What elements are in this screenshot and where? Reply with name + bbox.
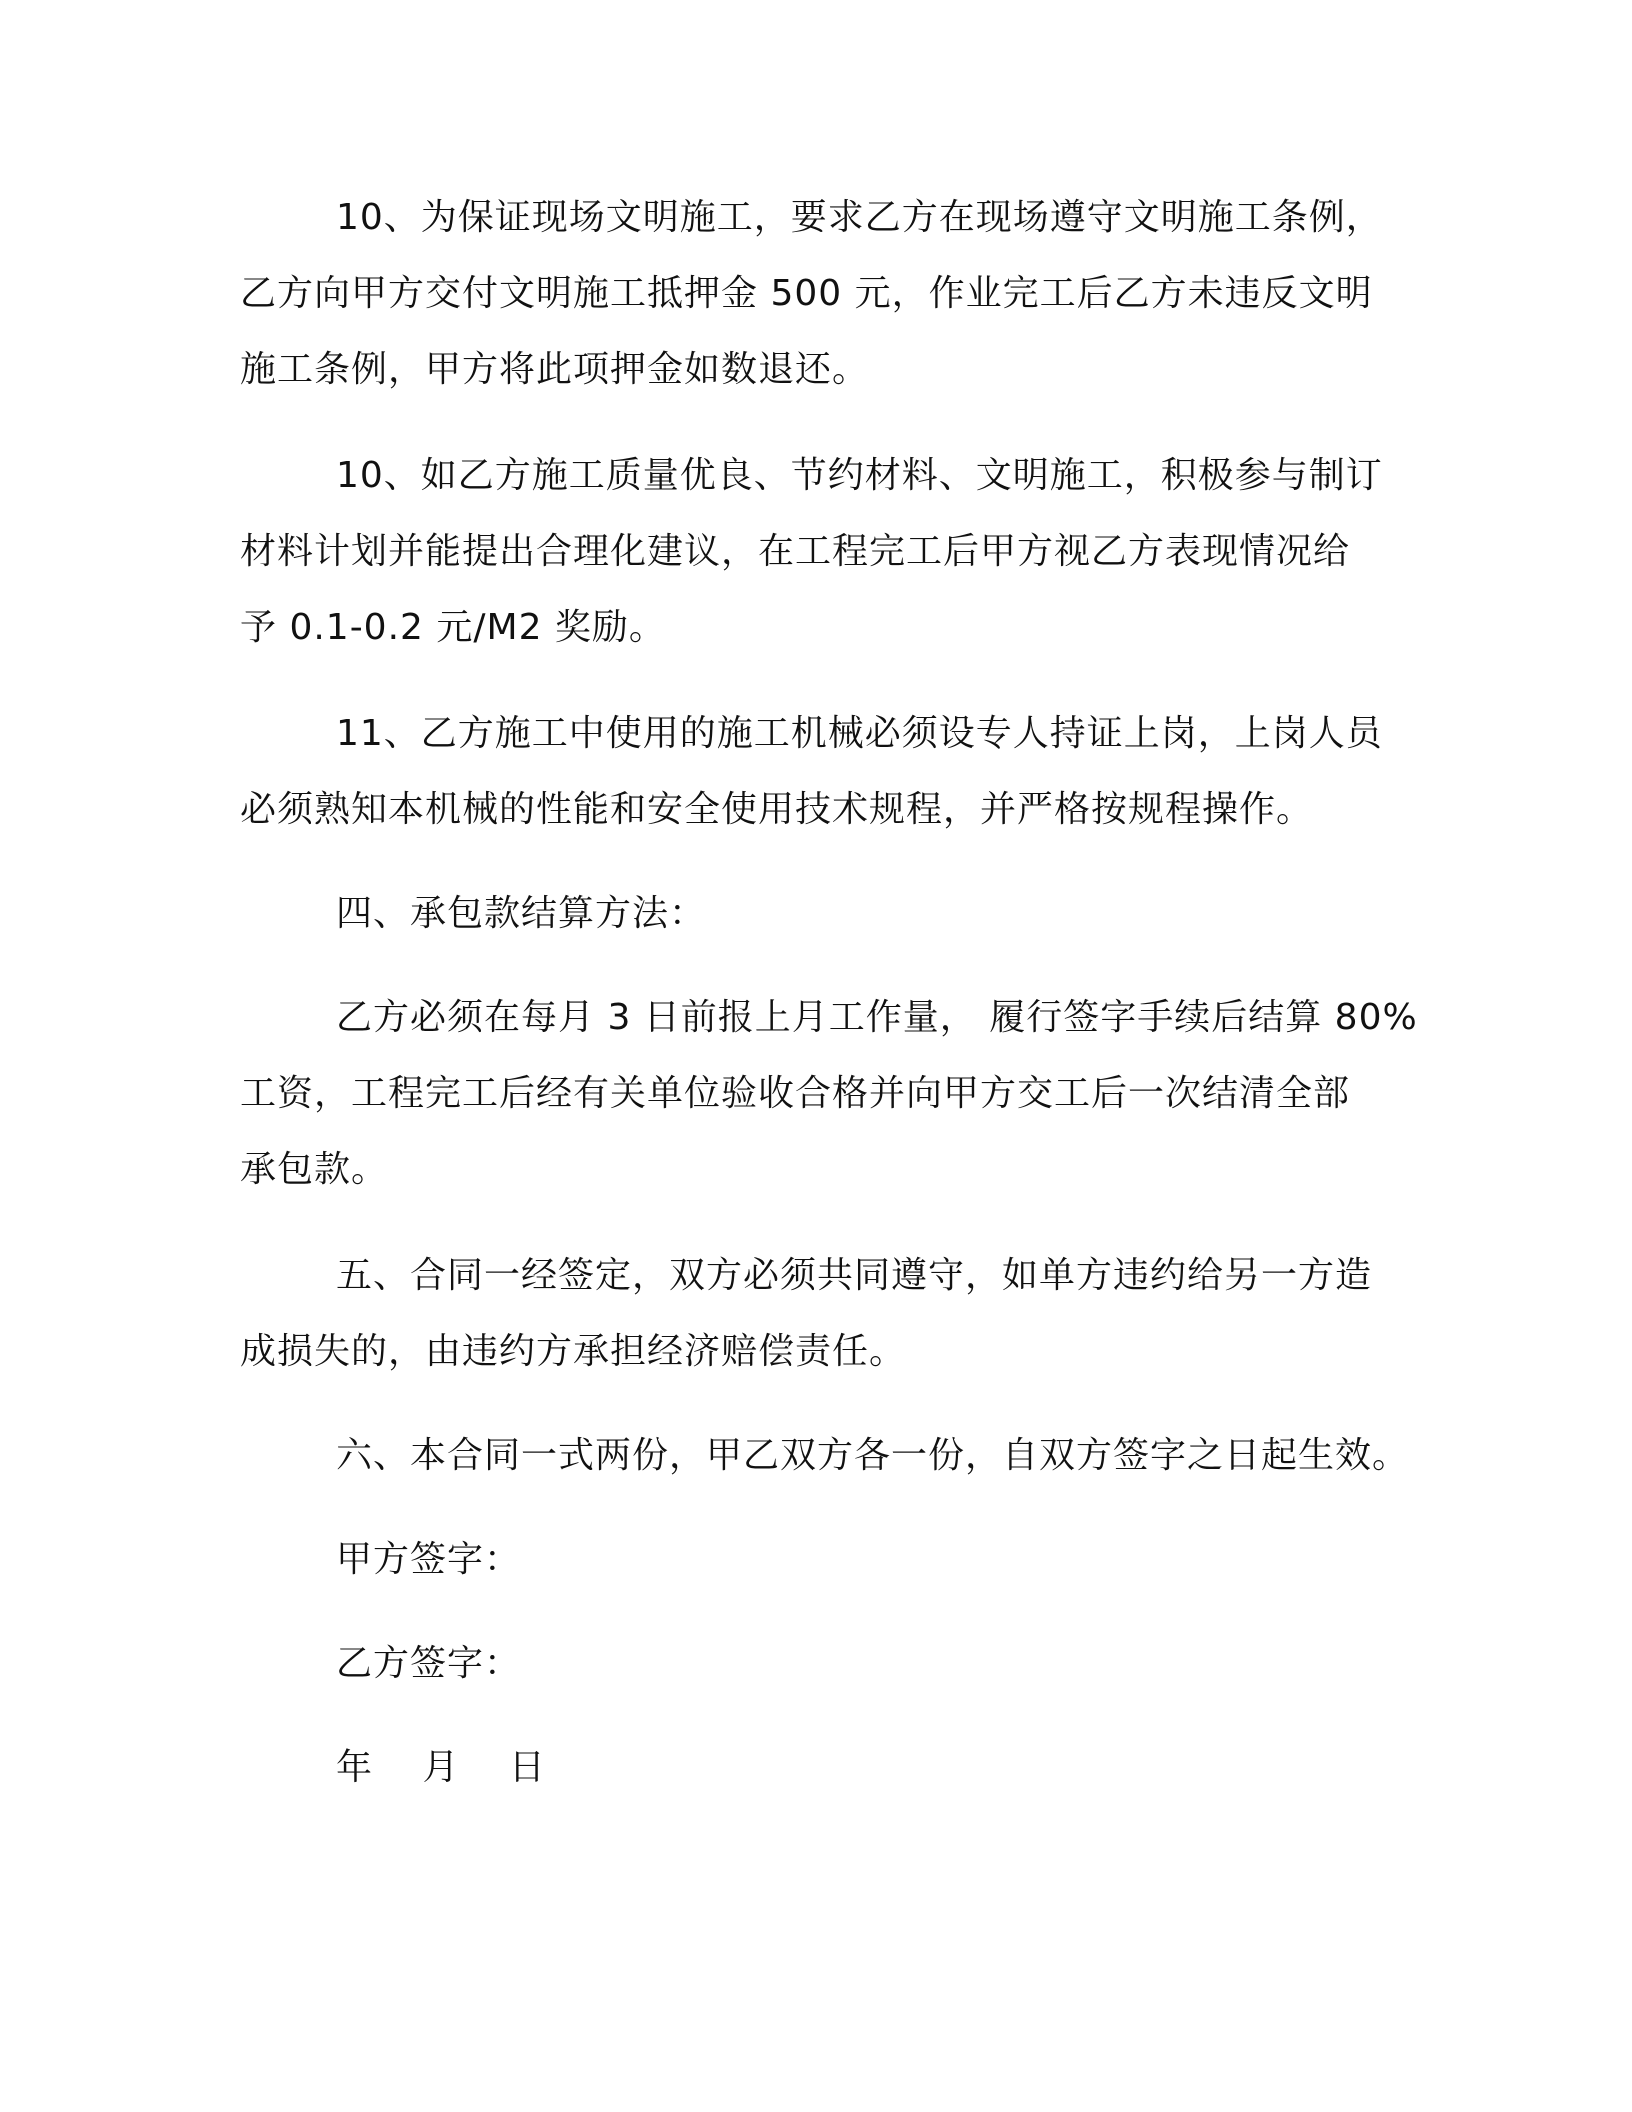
clause-line: 五、合同一经签定，双方必须共同遵守，如单方违约给另一方造 [336,1255,1373,1296]
clause-line: 必须熟知本机械的性能和安全使用技术规程，并严格按规程操作。 [240,789,1314,830]
clause-line: 成损失的，由违约方承担经济赔偿责任。 [240,1331,907,1372]
clause-line: 乙方必须在每月 3 日前报上月工作量， 履行签字手续后结算 80% [336,997,1418,1038]
clause-civilized-construction [240,180,1420,408]
section-heading: 四、承包款结算方法： [336,893,707,934]
clause-breach [240,1238,1420,1390]
clause-line: 工资，工程完工后经有关单位验收合格并向甲方交工后一次结清全部 [240,1073,1351,1114]
clause-settlement [240,980,1420,1208]
party-a-signature-label: 甲方签字： [336,1539,522,1580]
clause-line: 乙方向甲方交付文明施工抵押金 500 元，作业完工后乙方未违反文明 [240,273,1373,314]
party-b-signature-label: 乙方签字： [336,1643,522,1684]
clause-reward [240,438,1420,666]
clause-effective [240,1418,1420,1494]
section-heading-settlement [240,876,1420,952]
clause-line: 11、乙方施工中使用的施工机械必须设专人持证上岗，上岗人员 [336,713,1383,754]
clause-line: 六、本合同一式两份，甲乙双方各一份，自双方签字之日起生效。 [336,1435,1410,1476]
clause-line: 施工条例，甲方将此项押金如数退还。 [240,349,870,390]
clause-line: 10、如乙方施工质量优良、节约材料、文明施工，积极参与制订 [336,455,1383,496]
signature-date-label: 年 月 日 [336,1747,546,1788]
clause-machinery [240,696,1420,848]
clause-line: 材料计划并能提出合理化建议，在工程完工后甲方视乙方表现情况给 [240,531,1351,572]
clause-line: 10、为保证现场文明施工，要求乙方在现场遵守文明施工条例， [336,197,1383,238]
clause-line: 承包款。 [240,1149,389,1190]
clause-line: 予 0.1-0.2 元/M2 奖励。 [240,607,666,648]
